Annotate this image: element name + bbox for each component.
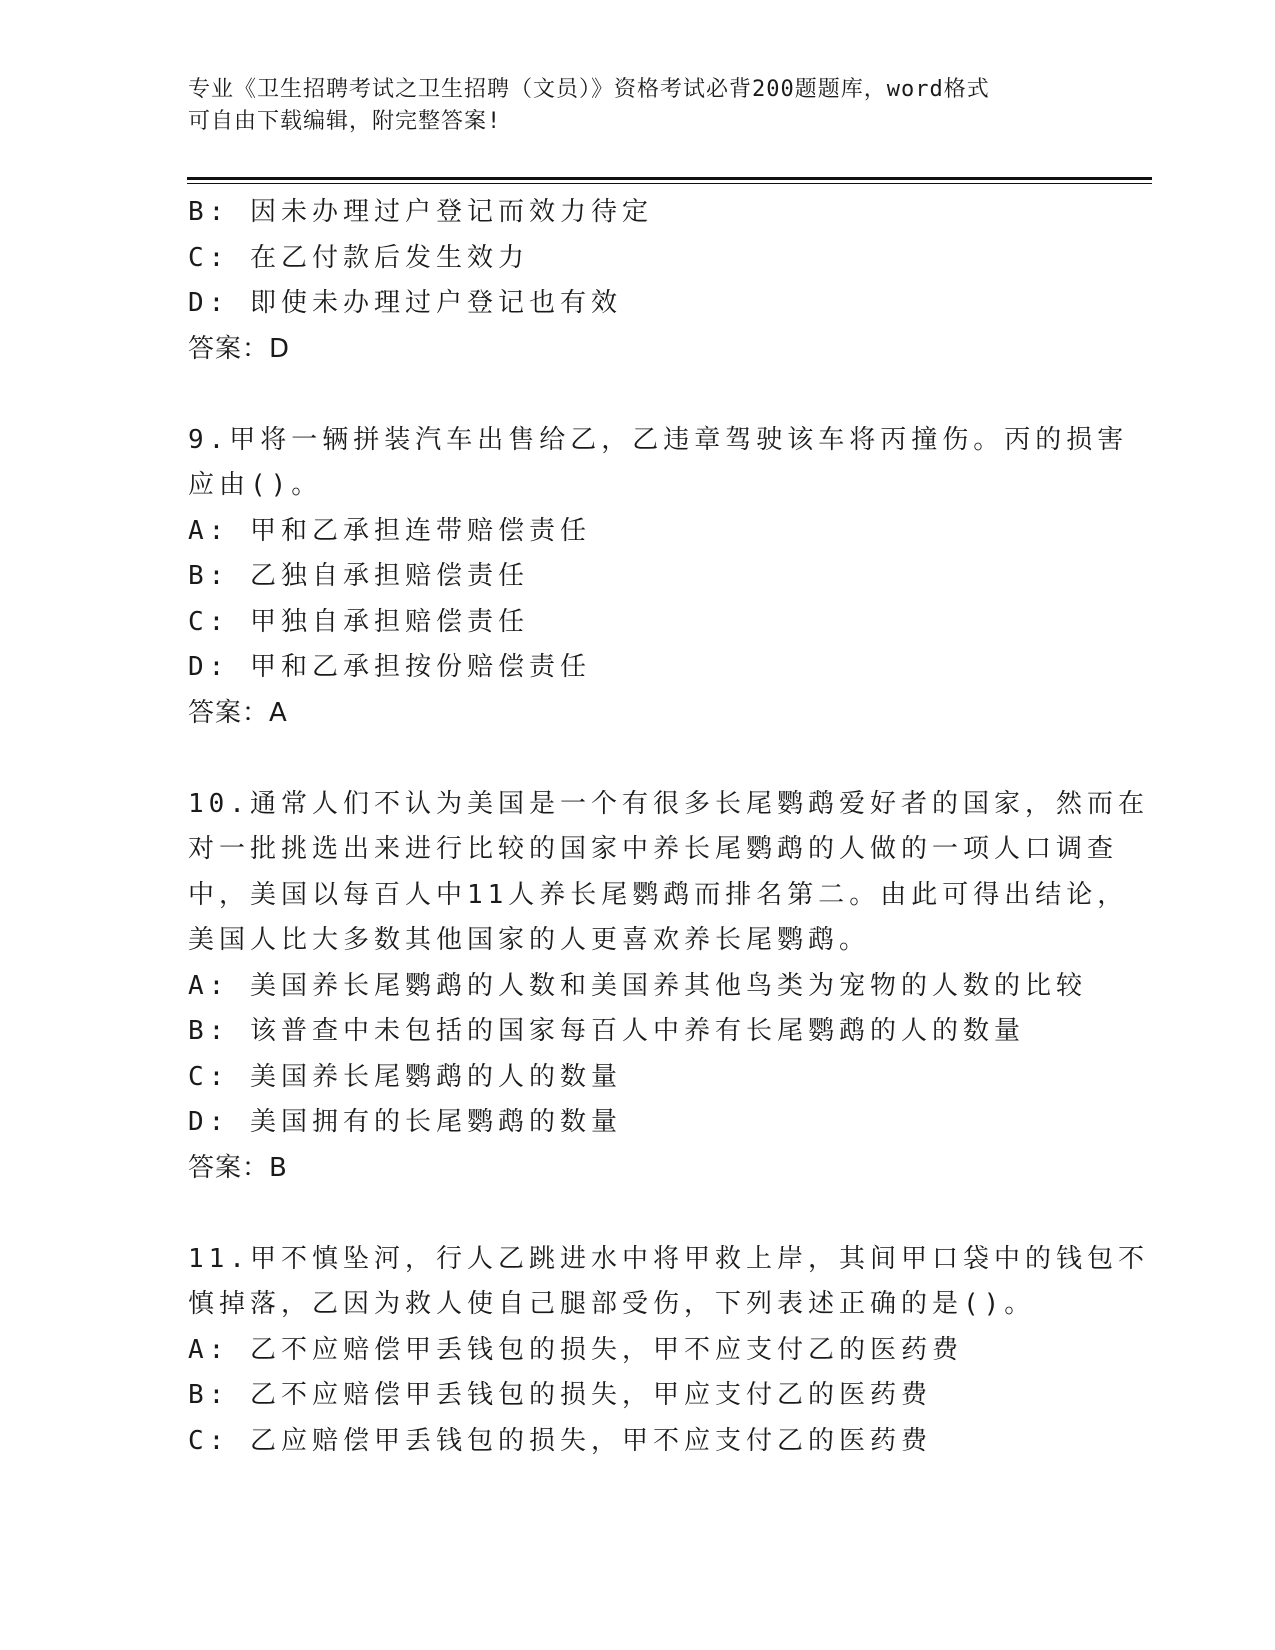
option-c: C: 美国养长尾鹦鹉的人的数量: [188, 1061, 622, 1092]
question-11-block: [188, 1237, 1149, 1465]
question-list: [188, 190, 1149, 1464]
question-stem-line: 应由()。: [188, 470, 323, 500]
question-stem-line: 10.通常人们不认为美国是一个有很多长尾鹦鹉爱好者的国家，然而在: [188, 788, 1149, 819]
question-10-block: [188, 782, 1149, 1192]
question-stem-line: 9.甲将一辆拼装汽车出售给乙，乙违章驾驶该车将丙撞伤。丙的损害: [188, 424, 1129, 455]
option-d: D: 甲和乙承担按份赔偿责任: [188, 652, 591, 682]
question-stem-line: 11.甲不慎坠河，行人乙跳进水中将甲救上岸，其间甲口袋中的钱包不: [188, 1243, 1149, 1274]
option-c: C: 在乙付款后发生效力: [188, 242, 529, 273]
option-a: A: 甲和乙承担连带赔偿责任: [188, 515, 591, 546]
question-9-block: [188, 418, 1129, 737]
answer-line: 答案：A: [188, 697, 288, 728]
header-line-2: 可自由下载编辑，附完整答案!: [188, 109, 502, 134]
spacer: [188, 736, 1088, 782]
header-divider-thin: [187, 183, 1152, 184]
header-line-1: 专业《卫生招聘考试之卫生招聘（文员）》资格考试必背200题题库，word格式: [188, 77, 990, 102]
header-divider-thick: [187, 177, 1152, 180]
option-b: B: 乙不应赔偿甲丢钱包的损失，甲应支付乙的医药费: [188, 1380, 932, 1410]
option-d: D: 美国拥有的长尾鹦鹉的数量: [188, 1107, 622, 1137]
option-d: D: 即使未办理过户登记也有效: [188, 288, 622, 318]
option-b: B: 该普查中未包括的国家每百人中养有长尾鹦鹉的人的数量: [188, 1016, 1025, 1046]
document-header: [188, 74, 1088, 138]
spacer: [188, 1191, 1088, 1237]
question-stem-line: 美国人比大多数其他国家的人更喜欢养长尾鹦鹉。: [188, 925, 871, 955]
question-stem-line: 慎掉落，乙因为救人使自己腿部受伤，下列表述正确的是()。: [188, 1289, 1036, 1319]
option-c: C: 乙应赔偿甲丢钱包的损失，甲不应支付乙的医药费: [188, 1425, 932, 1456]
option-a: A: 美国养长尾鹦鹉的人数和美国养其他鸟类为宠物的人数的比较: [188, 970, 1087, 1001]
answer-line: 答案：B: [188, 1152, 288, 1183]
spacer: [188, 372, 1088, 418]
option-a: A: 乙不应赔偿甲丢钱包的损失，甲不应支付乙的医药费: [188, 1334, 963, 1365]
question-stem-line: 中，美国以每百人中11人养长尾鹦鹉而排名第二。由此可得出结论，: [188, 879, 1129, 910]
option-c: C: 甲独自承担赔偿责任: [188, 606, 529, 637]
question-8-block: [188, 190, 1088, 372]
answer-line: 答案：D: [188, 333, 291, 364]
option-b: B: 因未办理过户登记而效力待定: [188, 197, 653, 227]
question-stem-line: 对一批挑选出来进行比较的国家中养长尾鹦鹉的人做的一项人口调查: [188, 834, 1119, 864]
option-b: B: 乙独自承担赔偿责任: [188, 561, 529, 591]
